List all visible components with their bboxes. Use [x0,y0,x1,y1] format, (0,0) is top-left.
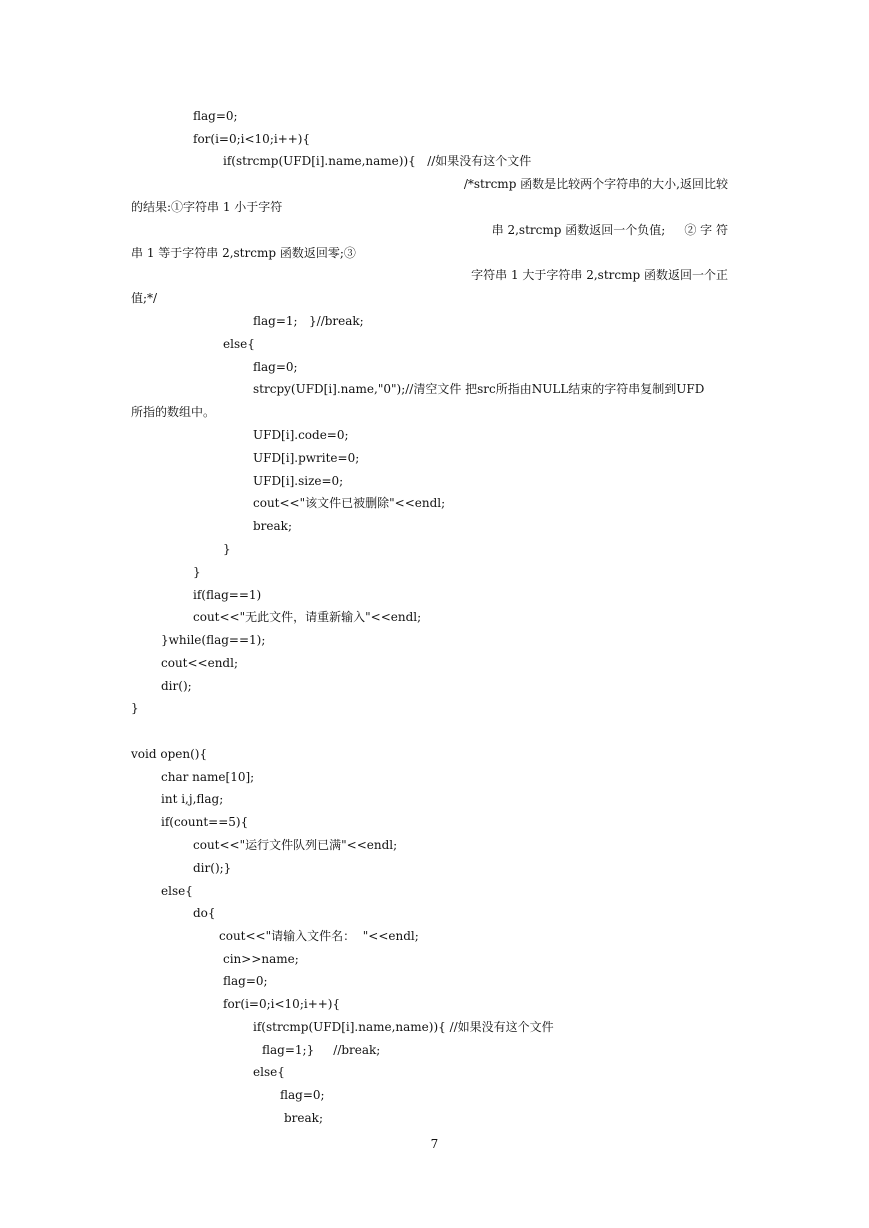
code-line: } [223,542,231,556]
page-number: 7 [430,1137,439,1151]
code-line: break; [284,1111,323,1125]
code-line: dir(); [161,679,192,693]
code-line: else{ [253,1065,285,1079]
code-line: if(strcmp(UFD[i].name,name)){ //如果没有这个文件 [253,1020,554,1034]
code-line: if(flag==1) [193,588,262,602]
code-line: for(i=0;i<10;i++){ [223,997,341,1011]
code-line: UFD[i].size=0; [253,474,344,488]
code-line: if(count==5){ [161,815,249,829]
code-line: for(i=0;i<10;i++){ [193,132,311,146]
comment-line: 串 1 等于字符串 2,strcmp 函数返回零;③ [131,246,356,260]
comment-line: 字符串 1 大于字符串 2,strcmp 函数返回一个正 [471,268,728,282]
comment-line: 值;*/ [131,291,158,305]
code-line: } [193,565,201,579]
code-line: cout<<"请输入文件名： "<<endl; [219,929,419,943]
code-line: break; [253,519,292,533]
code-line: dir();} [193,861,232,875]
comment-line: /*strcmp 函数是比较两个字符串的大小,返回比较 [463,177,728,191]
code-line: } [131,701,139,715]
code-line: do{ [193,906,216,920]
code-line: cout<<"无此文件，请重新输入"<<endl; [193,610,422,624]
code-line: flag=1;} //break; [262,1043,381,1057]
code-line: if(strcmp(UFD[i].name,name)){ //如果没有这个文件 [223,154,532,168]
code-line: cout<<"运行文件队列已满"<<endl; [193,838,398,852]
code-line: 所指的数组中。 [131,405,216,419]
code-line: flag=0; [223,974,268,988]
code-line: int i,j,flag; [161,792,224,806]
code-line: flag=1; }//break; [253,314,364,328]
code-line: flag=0; [253,360,298,374]
code-line: char name[10]; [161,770,255,784]
code-line: UFD[i].pwrite=0; [253,451,360,465]
comment-line: 的结果:①字符串 1 小于字符 [131,200,283,214]
code-line: flag=0; [193,109,238,123]
code-line: }while(flag==1); [161,633,266,647]
code-line: cout<<endl; [161,656,238,670]
code-line: void open(){ [131,747,208,761]
code-line: cin>>name; [223,952,299,966]
code-line: else{ [161,884,193,898]
code-line: UFD[i].code=0; [253,428,349,442]
code-line: cout<<"该文件已被删除"<<endl; [253,496,446,510]
code-line: flag=0; [280,1088,325,1102]
comment-line: 串 2,strcmp 函数返回一个负值; ② 字 符 [491,223,728,237]
code-line: else{ [223,337,255,351]
code-line: strcpy(UFD[i].name,"0");//清空文件 把src所指由NULL结束的字符串复制到UFD [253,382,705,396]
